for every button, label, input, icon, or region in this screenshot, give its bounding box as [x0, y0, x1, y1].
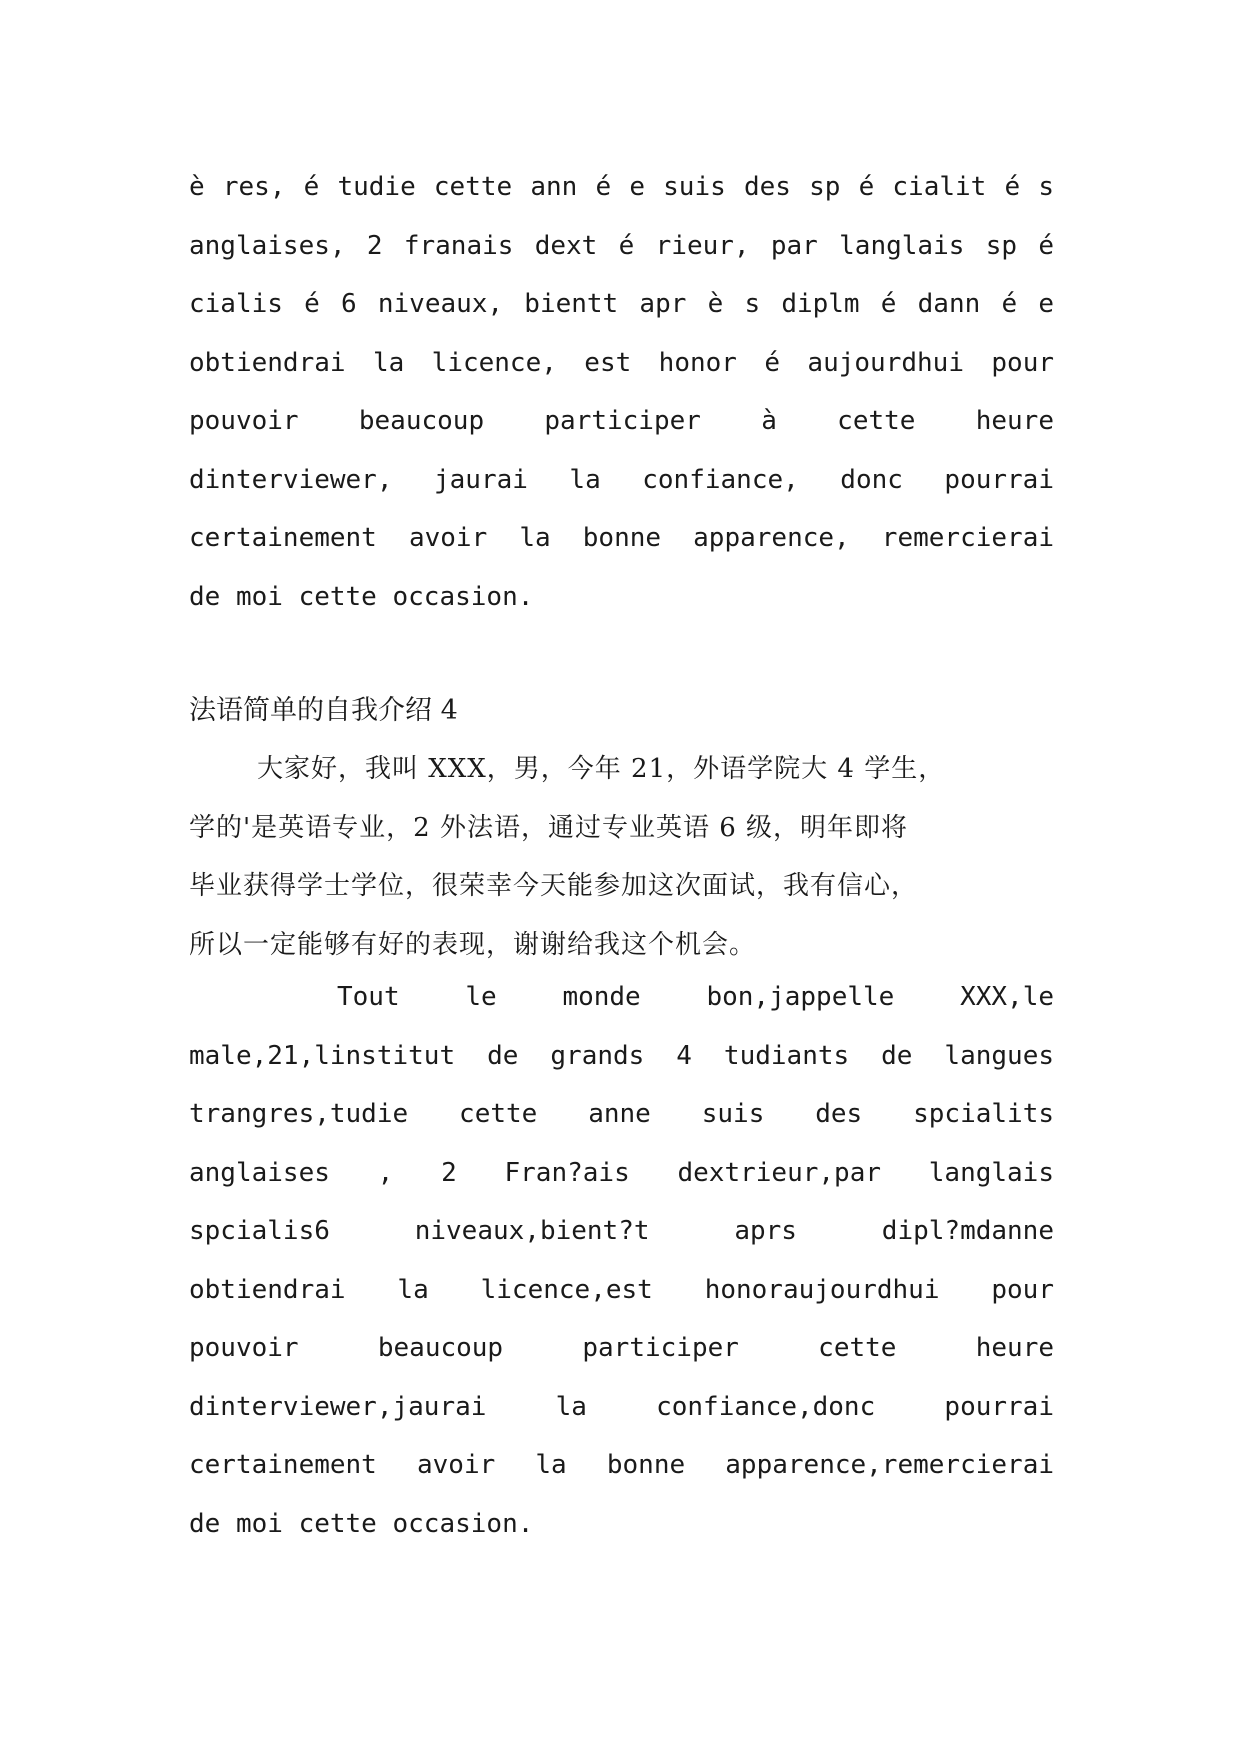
text-line: è res, é tudie cette ann é e suis des sp é cialit é s: [189, 172, 1054, 202]
paragraph-french-1: [189, 158, 1054, 626]
text-line: 毕业获得学士学位，很荣幸今天能参加这次面试，我有信心，: [189, 871, 919, 901]
section-heading: 法语简单的自我介绍 4: [189, 695, 458, 726]
text-line: male,21,linstitut de grands 4 tudiants de langues: [189, 1040, 1054, 1071]
text-line: anglaises, 2 franais dext é rieur, par langlais sp é: [189, 230, 1054, 261]
text-line: 大家好，我叫 XXX，男，今年 21，外语学院大 4 学生，: [257, 754, 946, 784]
text-line: de moi cette occasion.: [189, 581, 534, 612]
paragraph-chinese: [189, 740, 1054, 974]
text-line: cialis é 6 niveaux, bientt apr è s diplm é dann é e: [189, 289, 1054, 319]
text-line: pouvoir beaucoup participer à cette heure: [189, 406, 1054, 436]
text-line: anglaises , 2 Fran?ais dextrieur,par langlais: [189, 1157, 1054, 1188]
text-line: 所以一定能够有好的表现，谢谢给我这个机会。: [189, 929, 757, 960]
text-line: Tout le monde bon,jappelle XXX,le: [337, 982, 1054, 1012]
text-line: dinterviewer,jaurai la confiance,donc pourrai: [189, 1391, 1054, 1422]
text-line: certainement avoir la bonne apparence,remercierai: [189, 1450, 1054, 1480]
text-line: spcialis6 niveaux,bient?t aprs dipl?mdanne: [189, 1216, 1054, 1246]
text-line: 学的'是英语专业，2 外法语，通过专业英语 6 级，明年即将: [189, 812, 909, 843]
text-line: trangres,tudie cette anne suis des spcialits: [189, 1099, 1054, 1129]
text-line: dinterviewer, jaurai la confiance, donc pourrai: [189, 464, 1054, 495]
paragraph-french-2: [189, 968, 1054, 1553]
text-line: obtiendrai la licence, est honor é aujourdhui pour: [189, 347, 1054, 378]
text-line: pouvoir beaucoup participer cette heure: [189, 1333, 1054, 1363]
text-line: obtiendrai la licence,est honoraujourdhui pour: [189, 1274, 1054, 1305]
text-line: certainement avoir la bonne apparence, remercierai: [189, 523, 1054, 553]
text-line: de moi cette occasion.: [189, 1508, 534, 1539]
